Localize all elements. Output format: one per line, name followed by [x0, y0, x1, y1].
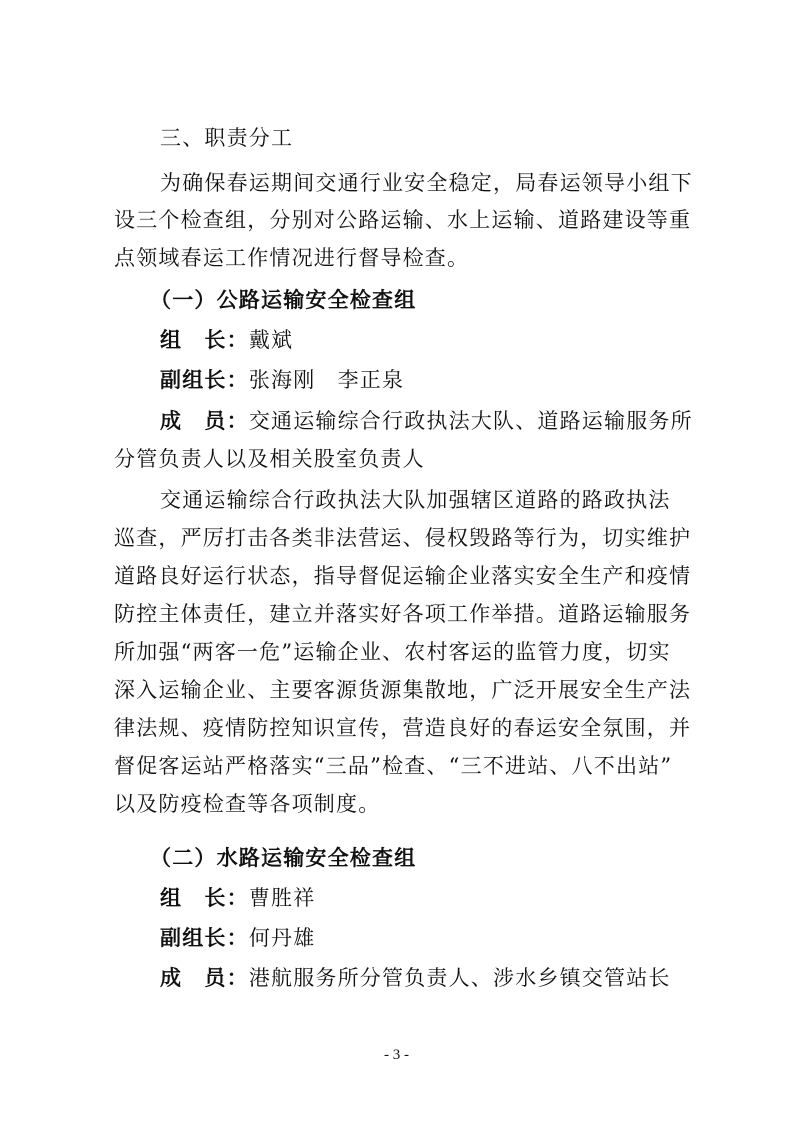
group1-members-label: 成 员： [160, 408, 249, 433]
section-heading: 三、职责分工 [160, 126, 294, 150]
group1-members-row [160, 406, 693, 436]
group1-members-line-2: 分管负责人以及相关股室负责人 [114, 447, 425, 471]
group1-leader-value: 戴斌 [248, 328, 294, 352]
group2-leader-value: 曹胜祥 [248, 886, 316, 910]
group1-deputy-label: 副组长： [160, 367, 249, 392]
group2-leader-label: 组 长： [160, 885, 249, 910]
group1-duties-line-9: 以及防疫检查等各项制度。 [114, 792, 381, 816]
intro-line-1: 为确保春运期间交通行业安全稳定，局春运领导小组下 [160, 171, 693, 195]
group1-duties-line-4: 防控主体责任，建立并落实好各项工作举措。道路运输服务 [114, 602, 692, 626]
group2-title: （二）水路运输安全检查组 [150, 846, 417, 870]
intro-line-3: 点领域春运工作情况进行督导检查。 [114, 246, 470, 270]
group1-leader-row [160, 325, 293, 355]
group1-duties-line-2: 巡查，严厉打击各类非法营运、侵权毁路等行为，切实维护 [114, 526, 692, 550]
group1-duties-line-6: 深入运输企业、主要客源货源集散地，广泛开展安全生产法 [114, 678, 692, 702]
group1-deputy-row [160, 365, 404, 395]
group2-deputy-label: 副组长： [160, 925, 249, 950]
group1-title: （一）公路运输安全检查组 [150, 288, 417, 312]
group2-deputy-row [160, 923, 315, 953]
group2-members-row [160, 963, 671, 993]
group1-deputy-value: 张海刚 李正泉 [248, 368, 405, 392]
intro-line-2: 设三个检查组，分别对公路运输、水上运输、道路建设等重 [114, 208, 692, 232]
group1-duties-line-1: 交通运输综合行政执法大队加强辖区道路的路政执法 [160, 488, 671, 512]
group2-members-value: 港航服务所分管负责人、涉水乡镇交管站长 [248, 966, 671, 990]
group1-duties-line-3: 道路良好运行状态，指导督促运输企业落实安全生产和疫情 [114, 564, 692, 588]
group1-duties-line-8: 督促客运站严格落实“三品”检查、“三不进站、八不出站” [114, 754, 673, 778]
group1-leader-label: 组 长： [160, 327, 249, 352]
group2-deputy-value: 何丹雄 [248, 926, 316, 950]
group1-duties-line-5: 所加强“两客一危”运输企业、农村客运的监管力度，切实 [114, 640, 671, 664]
group1-duties-line-7: 律法规、疫情防控知识宣传，营造良好的春运安全氛围，并 [114, 716, 692, 740]
group2-members-label: 成 员： [160, 965, 249, 990]
page-number: - 3 - [384, 1047, 409, 1063]
group1-members-value-1: 交通运输综合行政执法大队、道路运输服务所 [248, 409, 693, 433]
group2-leader-row [160, 883, 315, 913]
